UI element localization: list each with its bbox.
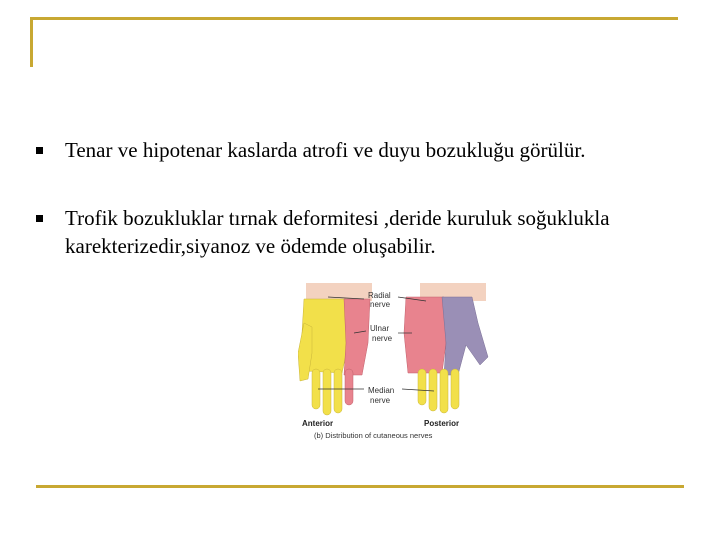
posterior-finger	[429, 369, 437, 411]
anterior-thumb	[298, 323, 312, 381]
bullet-item	[36, 136, 676, 164]
posterior-hand	[404, 283, 488, 413]
ulnar-nerve-sublabel: nerve	[372, 334, 393, 343]
bullet-text: Trofik bozukluklar tırnak deformitesi ,deride kuruluk soğuklukla karekterizedir,siyanoz ve ödemde oluşabilir.	[65, 206, 610, 258]
ulnar-nerve-label: Ulnar	[370, 324, 390, 333]
bullet-item	[36, 204, 676, 260]
posterior-radial-area	[442, 297, 488, 375]
anterior-finger	[334, 369, 342, 413]
left-decorative-line	[30, 17, 33, 67]
bullet-list	[36, 136, 676, 300]
posterior-finger	[451, 369, 459, 409]
bullet-square-icon	[36, 215, 43, 222]
bottom-decorative-line	[36, 485, 684, 488]
posterior-finger	[418, 369, 426, 405]
hand-nerve-figure	[298, 283, 494, 445]
hand-nerve-illustration	[298, 283, 494, 445]
radial-nerve-label: Radial	[368, 291, 391, 300]
posterior-label: Posterior	[424, 419, 460, 428]
bullet-text: Tenar ve hipotenar kaslarda atrofi ve duyu bozukluğu görülür.	[65, 138, 586, 162]
anterior-finger	[345, 369, 353, 405]
anterior-finger	[323, 369, 331, 415]
anterior-ulnar-area	[344, 299, 370, 375]
posterior-ulnar-area	[404, 297, 446, 373]
median-nerve-sublabel: nerve	[370, 396, 391, 405]
median-nerve-label: Median	[368, 386, 395, 395]
figure-caption: (b) Distribution of cutaneous nerves	[314, 431, 433, 440]
anterior-hand	[298, 283, 372, 415]
bullet-square-icon	[36, 147, 43, 154]
anterior-label: Anterior	[302, 419, 334, 428]
top-decorative-line	[30, 17, 678, 20]
anterior-wrist	[306, 283, 372, 301]
posterior-finger	[440, 369, 448, 413]
radial-nerve-sublabel: nerve	[370, 300, 391, 309]
